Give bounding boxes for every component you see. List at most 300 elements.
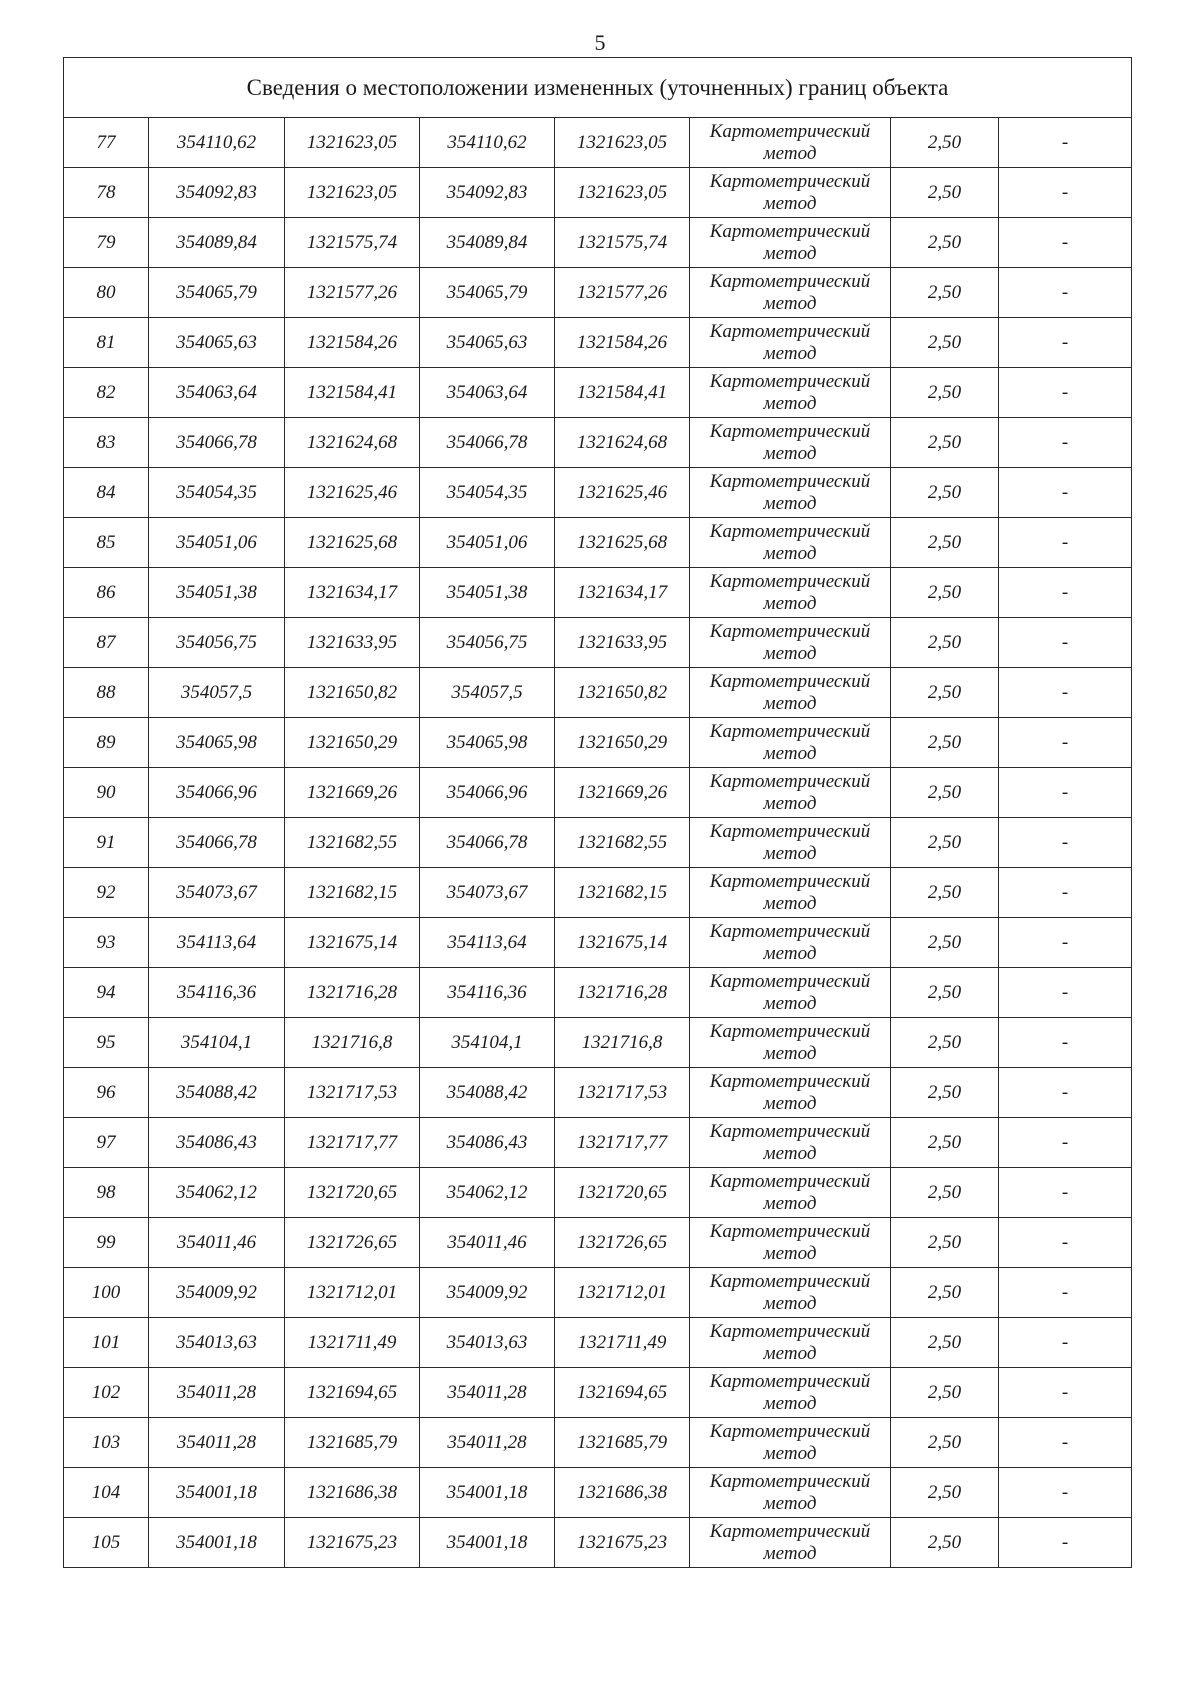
table-row bbox=[64, 1518, 1132, 1568]
method-line-2: метод bbox=[763, 742, 817, 764]
table-row bbox=[64, 968, 1132, 1018]
method-cell bbox=[690, 518, 891, 568]
method-cell bbox=[690, 168, 891, 218]
point-number-cell: 103 bbox=[64, 1418, 149, 1468]
table-title-row bbox=[64, 58, 1132, 118]
table-row bbox=[64, 818, 1132, 868]
refined-x-cell: 354057,5 bbox=[420, 668, 555, 718]
coordinates-table bbox=[63, 57, 1132, 1568]
point-number-cell: 97 bbox=[64, 1118, 149, 1168]
refined-y-cell: 1321625,46 bbox=[555, 468, 690, 518]
note-cell: - bbox=[999, 1018, 1132, 1068]
method-cell bbox=[690, 818, 891, 868]
existing-y-cell: 1321682,55 bbox=[285, 818, 420, 868]
existing-y-cell: 1321694,65 bbox=[285, 1368, 420, 1418]
method-line-2: метод bbox=[763, 542, 817, 564]
method-cell bbox=[690, 1468, 891, 1518]
accuracy-cell: 2,50 bbox=[891, 218, 999, 268]
existing-y-cell: 1321650,82 bbox=[285, 668, 420, 718]
accuracy-cell: 2,50 bbox=[891, 418, 999, 468]
note-cell: - bbox=[999, 218, 1132, 268]
method-line-2: метод bbox=[763, 192, 817, 214]
refined-x-cell: 354116,36 bbox=[420, 968, 555, 1018]
method-line-1: Картометрический bbox=[709, 570, 871, 592]
existing-y-cell: 1321624,68 bbox=[285, 418, 420, 468]
refined-x-cell: 354054,35 bbox=[420, 468, 555, 518]
table-row bbox=[64, 868, 1132, 918]
table-row bbox=[64, 1068, 1132, 1118]
existing-x-cell: 354001,18 bbox=[149, 1468, 285, 1518]
existing-x-cell: 354088,42 bbox=[149, 1068, 285, 1118]
note-cell: - bbox=[999, 918, 1132, 968]
method-line-1: Картометрический bbox=[709, 1070, 871, 1092]
method-line-2: метод bbox=[763, 892, 817, 914]
accuracy-cell: 2,50 bbox=[891, 1018, 999, 1068]
point-number-cell: 105 bbox=[64, 1518, 149, 1568]
refined-x-cell: 354066,78 bbox=[420, 418, 555, 468]
point-number-cell: 81 bbox=[64, 318, 149, 368]
table-row bbox=[64, 118, 1132, 168]
method-line-1: Картометрический bbox=[709, 620, 871, 642]
existing-x-cell: 354116,36 bbox=[149, 968, 285, 1018]
method-cell bbox=[690, 218, 891, 268]
note-cell: - bbox=[999, 368, 1132, 418]
accuracy-cell: 2,50 bbox=[891, 718, 999, 768]
existing-y-cell: 1321577,26 bbox=[285, 268, 420, 318]
existing-y-cell: 1321669,26 bbox=[285, 768, 420, 818]
refined-x-cell: 354013,63 bbox=[420, 1318, 555, 1368]
table-row bbox=[64, 368, 1132, 418]
method-line-1: Картометрический bbox=[709, 270, 871, 292]
accuracy-cell: 2,50 bbox=[891, 1168, 999, 1218]
point-number-cell: 96 bbox=[64, 1068, 149, 1118]
method-line-1: Картометрический bbox=[709, 1120, 871, 1142]
method-line-2: метод bbox=[763, 1042, 817, 1064]
point-number-cell: 83 bbox=[64, 418, 149, 468]
point-number-cell: 101 bbox=[64, 1318, 149, 1368]
method-line-1: Картометрический bbox=[709, 470, 871, 492]
method-line-1: Картометрический bbox=[709, 1220, 871, 1242]
existing-y-cell: 1321625,68 bbox=[285, 518, 420, 568]
refined-x-cell: 354051,38 bbox=[420, 568, 555, 618]
refined-x-cell: 354011,28 bbox=[420, 1418, 555, 1468]
table-body bbox=[64, 58, 1132, 1568]
existing-x-cell: 354011,46 bbox=[149, 1218, 285, 1268]
method-cell bbox=[690, 1118, 891, 1168]
method-cell bbox=[690, 1518, 891, 1568]
refined-y-cell: 1321625,68 bbox=[555, 518, 690, 568]
existing-x-cell: 354066,78 bbox=[149, 418, 285, 468]
point-number-cell: 98 bbox=[64, 1168, 149, 1218]
table-row bbox=[64, 1118, 1132, 1168]
existing-y-cell: 1321633,95 bbox=[285, 618, 420, 668]
table-row bbox=[64, 518, 1132, 568]
note-cell: - bbox=[999, 118, 1132, 168]
refined-y-cell: 1321682,15 bbox=[555, 868, 690, 918]
refined-y-cell: 1321682,55 bbox=[555, 818, 690, 868]
method-cell bbox=[690, 918, 891, 968]
method-line-2: метод bbox=[763, 342, 817, 364]
method-line-2: метод bbox=[763, 1192, 817, 1214]
accuracy-cell: 2,50 bbox=[891, 1118, 999, 1168]
accuracy-cell: 2,50 bbox=[891, 818, 999, 868]
existing-x-cell: 354110,62 bbox=[149, 118, 285, 168]
note-cell: - bbox=[999, 318, 1132, 368]
accuracy-cell: 2,50 bbox=[891, 618, 999, 668]
existing-y-cell: 1321716,28 bbox=[285, 968, 420, 1018]
note-cell: - bbox=[999, 1368, 1132, 1418]
method-line-2: метод bbox=[763, 142, 817, 164]
accuracy-cell: 2,50 bbox=[891, 1368, 999, 1418]
note-cell: - bbox=[999, 468, 1132, 518]
note-cell: - bbox=[999, 568, 1132, 618]
method-cell bbox=[690, 1368, 891, 1418]
method-line-1: Картометрический bbox=[709, 720, 871, 742]
note-cell: - bbox=[999, 768, 1132, 818]
method-line-1: Картометрический bbox=[709, 970, 871, 992]
method-line-1: Картометрический bbox=[709, 120, 871, 142]
note-cell: - bbox=[999, 718, 1132, 768]
refined-y-cell: 1321650,82 bbox=[555, 668, 690, 718]
note-cell: - bbox=[999, 168, 1132, 218]
note-cell: - bbox=[999, 968, 1132, 1018]
point-number-cell: 87 bbox=[64, 618, 149, 668]
accuracy-cell: 2,50 bbox=[891, 268, 999, 318]
existing-y-cell: 1321625,46 bbox=[285, 468, 420, 518]
table-row bbox=[64, 1318, 1132, 1368]
note-cell: - bbox=[999, 518, 1132, 568]
refined-x-cell: 354113,64 bbox=[420, 918, 555, 968]
point-number-cell: 80 bbox=[64, 268, 149, 318]
existing-x-cell: 354009,92 bbox=[149, 1268, 285, 1318]
existing-x-cell: 354065,79 bbox=[149, 268, 285, 318]
method-line-2: метод bbox=[763, 792, 817, 814]
point-number-cell: 79 bbox=[64, 218, 149, 268]
point-number-cell: 95 bbox=[64, 1018, 149, 1068]
table-row bbox=[64, 1168, 1132, 1218]
note-cell: - bbox=[999, 618, 1132, 668]
refined-x-cell: 354011,46 bbox=[420, 1218, 555, 1268]
existing-x-cell: 354057,5 bbox=[149, 668, 285, 718]
existing-x-cell: 354086,43 bbox=[149, 1118, 285, 1168]
point-number-cell: 78 bbox=[64, 168, 149, 218]
existing-y-cell: 1321686,38 bbox=[285, 1468, 420, 1518]
refined-y-cell: 1321584,26 bbox=[555, 318, 690, 368]
table-row bbox=[64, 168, 1132, 218]
point-number-cell: 85 bbox=[64, 518, 149, 568]
note-cell: - bbox=[999, 1418, 1132, 1468]
method-line-2: метод bbox=[763, 992, 817, 1014]
point-number-cell: 89 bbox=[64, 718, 149, 768]
method-cell bbox=[690, 668, 891, 718]
point-number-cell: 82 bbox=[64, 368, 149, 418]
accuracy-cell: 2,50 bbox=[891, 868, 999, 918]
method-line-1: Картометрический bbox=[709, 1170, 871, 1192]
method-line-2: метод bbox=[763, 492, 817, 514]
accuracy-cell: 2,50 bbox=[891, 118, 999, 168]
point-number-cell: 102 bbox=[64, 1368, 149, 1418]
point-number-cell: 94 bbox=[64, 968, 149, 1018]
refined-y-cell: 1321575,74 bbox=[555, 218, 690, 268]
method-cell bbox=[690, 1168, 891, 1218]
table-row bbox=[64, 1018, 1132, 1068]
table-row bbox=[64, 1368, 1132, 1418]
method-line-1: Картометрический bbox=[709, 1520, 871, 1542]
method-cell bbox=[690, 1218, 891, 1268]
existing-x-cell: 354062,12 bbox=[149, 1168, 285, 1218]
method-line-1: Картометрический bbox=[709, 1270, 871, 1292]
method-line-2: метод bbox=[763, 1342, 817, 1364]
refined-x-cell: 354051,06 bbox=[420, 518, 555, 568]
method-line-2: метод bbox=[763, 392, 817, 414]
refined-x-cell: 354066,78 bbox=[420, 818, 555, 868]
note-cell: - bbox=[999, 1518, 1132, 1568]
method-cell bbox=[690, 1418, 891, 1468]
refined-y-cell: 1321675,14 bbox=[555, 918, 690, 968]
method-cell bbox=[690, 568, 891, 618]
refined-x-cell: 354088,42 bbox=[420, 1068, 555, 1118]
method-line-1: Картометрический bbox=[709, 870, 871, 892]
point-number-cell: 92 bbox=[64, 868, 149, 918]
point-number-cell: 99 bbox=[64, 1218, 149, 1268]
accuracy-cell: 2,50 bbox=[891, 668, 999, 718]
table-row bbox=[64, 568, 1132, 618]
refined-y-cell: 1321685,79 bbox=[555, 1418, 690, 1468]
accuracy-cell: 2,50 bbox=[891, 368, 999, 418]
existing-x-cell: 354011,28 bbox=[149, 1368, 285, 1418]
existing-y-cell: 1321675,14 bbox=[285, 918, 420, 968]
note-cell: - bbox=[999, 1168, 1132, 1218]
existing-x-cell: 354063,64 bbox=[149, 368, 285, 418]
existing-x-cell: 354092,83 bbox=[149, 168, 285, 218]
existing-x-cell: 354054,35 bbox=[149, 468, 285, 518]
existing-x-cell: 354104,1 bbox=[149, 1018, 285, 1068]
note-cell: - bbox=[999, 1118, 1132, 1168]
method-cell bbox=[690, 968, 891, 1018]
table-row bbox=[64, 618, 1132, 668]
accuracy-cell: 2,50 bbox=[891, 568, 999, 618]
accuracy-cell: 2,50 bbox=[891, 468, 999, 518]
point-number-cell: 91 bbox=[64, 818, 149, 868]
refined-y-cell: 1321711,49 bbox=[555, 1318, 690, 1368]
existing-y-cell: 1321623,05 bbox=[285, 118, 420, 168]
point-number-cell: 84 bbox=[64, 468, 149, 518]
refined-x-cell: 354065,79 bbox=[420, 268, 555, 318]
refined-x-cell: 354073,67 bbox=[420, 868, 555, 918]
existing-x-cell: 354073,67 bbox=[149, 868, 285, 918]
accuracy-cell: 2,50 bbox=[891, 1318, 999, 1368]
method-line-2: метод bbox=[763, 1442, 817, 1464]
existing-x-cell: 354113,64 bbox=[149, 918, 285, 968]
method-cell bbox=[690, 368, 891, 418]
refined-x-cell: 354089,84 bbox=[420, 218, 555, 268]
refined-y-cell: 1321716,28 bbox=[555, 968, 690, 1018]
refined-x-cell: 354011,28 bbox=[420, 1368, 555, 1418]
method-line-1: Картометрический bbox=[709, 1370, 871, 1392]
point-number-cell: 104 bbox=[64, 1468, 149, 1518]
method-cell bbox=[690, 718, 891, 768]
existing-y-cell: 1321685,79 bbox=[285, 1418, 420, 1468]
point-number-cell: 90 bbox=[64, 768, 149, 818]
refined-x-cell: 354063,64 bbox=[420, 368, 555, 418]
refined-y-cell: 1321726,65 bbox=[555, 1218, 690, 1268]
method-line-2: метод bbox=[763, 842, 817, 864]
existing-x-cell: 354051,38 bbox=[149, 568, 285, 618]
method-line-1: Картометрический bbox=[709, 170, 871, 192]
refined-y-cell: 1321717,77 bbox=[555, 1118, 690, 1168]
existing-x-cell: 354013,63 bbox=[149, 1318, 285, 1368]
accuracy-cell: 2,50 bbox=[891, 318, 999, 368]
refined-x-cell: 354001,18 bbox=[420, 1518, 555, 1568]
method-cell bbox=[690, 768, 891, 818]
method-cell bbox=[690, 468, 891, 518]
refined-y-cell: 1321720,65 bbox=[555, 1168, 690, 1218]
method-line-2: метод bbox=[763, 242, 817, 264]
accuracy-cell: 2,50 bbox=[891, 1518, 999, 1568]
refined-x-cell: 354065,98 bbox=[420, 718, 555, 768]
refined-x-cell: 354104,1 bbox=[420, 1018, 555, 1068]
method-line-2: метод bbox=[763, 692, 817, 714]
method-line-2: метод bbox=[763, 442, 817, 464]
method-line-1: Картометрический bbox=[709, 370, 871, 392]
note-cell: - bbox=[999, 1318, 1132, 1368]
refined-x-cell: 354086,43 bbox=[420, 1118, 555, 1168]
method-line-1: Картометрический bbox=[709, 770, 871, 792]
point-number-cell: 86 bbox=[64, 568, 149, 618]
refined-x-cell: 354062,12 bbox=[420, 1168, 555, 1218]
table-title: Сведения о местоположении измененных (уточненных) границ объекта bbox=[64, 58, 1132, 118]
existing-y-cell: 1321726,65 bbox=[285, 1218, 420, 1268]
method-line-1: Картометрический bbox=[709, 320, 871, 342]
method-cell bbox=[690, 1268, 891, 1318]
method-cell bbox=[690, 268, 891, 318]
refined-y-cell: 1321633,95 bbox=[555, 618, 690, 668]
method-line-1: Картометрический bbox=[709, 1420, 871, 1442]
refined-y-cell: 1321624,68 bbox=[555, 418, 690, 468]
accuracy-cell: 2,50 bbox=[891, 518, 999, 568]
method-cell bbox=[690, 868, 891, 918]
method-cell bbox=[690, 1068, 891, 1118]
existing-x-cell: 354011,28 bbox=[149, 1418, 285, 1468]
accuracy-cell: 2,50 bbox=[891, 968, 999, 1018]
refined-y-cell: 1321577,26 bbox=[555, 268, 690, 318]
note-cell: - bbox=[999, 418, 1132, 468]
note-cell: - bbox=[999, 1218, 1132, 1268]
method-line-2: метод bbox=[763, 1392, 817, 1414]
existing-x-cell: 354001,18 bbox=[149, 1518, 285, 1568]
refined-x-cell: 354065,63 bbox=[420, 318, 555, 368]
method-line-2: метод bbox=[763, 942, 817, 964]
page-number: 5 bbox=[594, 30, 606, 55]
method-line-2: метод bbox=[763, 1092, 817, 1114]
table-row bbox=[64, 318, 1132, 368]
accuracy-cell: 2,50 bbox=[891, 1418, 999, 1468]
refined-y-cell: 1321686,38 bbox=[555, 1468, 690, 1518]
accuracy-cell: 2,50 bbox=[891, 1268, 999, 1318]
note-cell: - bbox=[999, 818, 1132, 868]
table-row bbox=[64, 468, 1132, 518]
existing-y-cell: 1321623,05 bbox=[285, 168, 420, 218]
existing-y-cell: 1321716,8 bbox=[285, 1018, 420, 1068]
refined-y-cell: 1321623,05 bbox=[555, 118, 690, 168]
method-line-1: Картометрический bbox=[709, 1320, 871, 1342]
method-cell bbox=[690, 118, 891, 168]
refined-y-cell: 1321669,26 bbox=[555, 768, 690, 818]
method-line-1: Картометрический bbox=[709, 420, 871, 442]
method-line-2: метод bbox=[763, 1492, 817, 1514]
existing-y-cell: 1321650,29 bbox=[285, 718, 420, 768]
table-row bbox=[64, 718, 1132, 768]
existing-x-cell: 354066,78 bbox=[149, 818, 285, 868]
existing-y-cell: 1321720,65 bbox=[285, 1168, 420, 1218]
refined-x-cell: 354001,18 bbox=[420, 1468, 555, 1518]
note-cell: - bbox=[999, 1468, 1132, 1518]
accuracy-cell: 2,50 bbox=[891, 768, 999, 818]
method-line-1: Картометрический bbox=[709, 1020, 871, 1042]
existing-y-cell: 1321712,01 bbox=[285, 1268, 420, 1318]
table-row bbox=[64, 918, 1132, 968]
note-cell: - bbox=[999, 268, 1132, 318]
existing-x-cell: 354089,84 bbox=[149, 218, 285, 268]
refined-y-cell: 1321675,23 bbox=[555, 1518, 690, 1568]
table-row bbox=[64, 768, 1132, 818]
method-cell bbox=[690, 1018, 891, 1068]
note-cell: - bbox=[999, 1268, 1132, 1318]
method-line-2: метод bbox=[763, 1142, 817, 1164]
refined-y-cell: 1321634,17 bbox=[555, 568, 690, 618]
table-row bbox=[64, 418, 1132, 468]
method-line-2: метод bbox=[763, 642, 817, 664]
method-cell bbox=[690, 1318, 891, 1368]
method-line-1: Картометрический bbox=[709, 520, 871, 542]
existing-y-cell: 1321634,17 bbox=[285, 568, 420, 618]
table-row bbox=[64, 1218, 1132, 1268]
method-line-2: метод bbox=[763, 1292, 817, 1314]
note-cell: - bbox=[999, 1068, 1132, 1118]
method-cell bbox=[690, 618, 891, 668]
method-line-2: метод bbox=[763, 1242, 817, 1264]
method-cell bbox=[690, 418, 891, 468]
existing-y-cell: 1321717,53 bbox=[285, 1068, 420, 1118]
refined-x-cell: 354092,83 bbox=[420, 168, 555, 218]
refined-y-cell: 1321650,29 bbox=[555, 718, 690, 768]
method-line-2: метод bbox=[763, 1542, 817, 1564]
accuracy-cell: 2,50 bbox=[891, 1068, 999, 1118]
method-line-1: Картометрический bbox=[709, 820, 871, 842]
refined-x-cell: 354056,75 bbox=[420, 618, 555, 668]
method-line-1: Картометрический bbox=[709, 1470, 871, 1492]
refined-x-cell: 354110,62 bbox=[420, 118, 555, 168]
refined-y-cell: 1321717,53 bbox=[555, 1068, 690, 1118]
refined-x-cell: 354066,96 bbox=[420, 768, 555, 818]
method-cell bbox=[690, 318, 891, 368]
accuracy-cell: 2,50 bbox=[891, 1218, 999, 1268]
refined-y-cell: 1321716,8 bbox=[555, 1018, 690, 1068]
method-line-2: метод bbox=[763, 292, 817, 314]
point-number-cell: 93 bbox=[64, 918, 149, 968]
table-row bbox=[64, 668, 1132, 718]
method-line-1: Картометрический bbox=[709, 670, 871, 692]
table-row bbox=[64, 1468, 1132, 1518]
method-line-1: Картометрический bbox=[709, 220, 871, 242]
point-number-cell: 100 bbox=[64, 1268, 149, 1318]
accuracy-cell: 2,50 bbox=[891, 918, 999, 968]
existing-x-cell: 354051,06 bbox=[149, 518, 285, 568]
point-number-cell: 77 bbox=[64, 118, 149, 168]
refined-y-cell: 1321623,05 bbox=[555, 168, 690, 218]
existing-y-cell: 1321717,77 bbox=[285, 1118, 420, 1168]
existing-y-cell: 1321575,74 bbox=[285, 218, 420, 268]
